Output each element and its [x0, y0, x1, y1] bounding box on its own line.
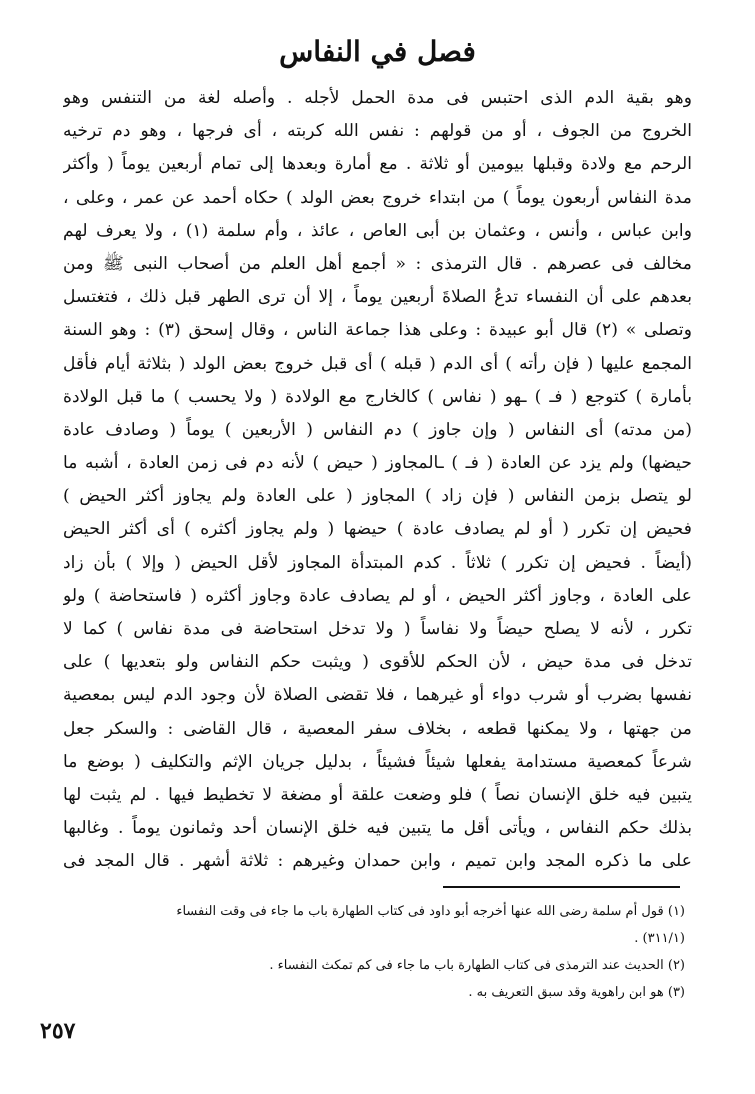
footnotes	[70, 898, 685, 1006]
body-text	[63, 82, 692, 879]
body-line: بعدهم على أن النفساء تدعُ الصلاةَ أربعين يوماً ، إلا أن ترى الطهر قبل ذلك ، فتغتسل	[63, 287, 692, 308]
footnote-separator	[443, 886, 680, 888]
chapter-title: فصل في النفاس	[279, 35, 476, 68]
body-line: بأمارة ) كتوجع ( فـ ) ـهو ( نفاس ) كالخارج مع الولادة ( ولا يحسب ) ما قبل الولادة	[63, 386, 692, 407]
body-line: وتصلى » (٢) قال أبو عبيدة : وعلى هذا جماعة الناس ، وقال إسحق (٣) : وهو السنة	[63, 320, 692, 341]
body-line: نفسها بضرب أو شرب دواء أو غيرهما ، فلا تقضى الصلاة لأن وجود الدم ليس بمعصية	[63, 685, 692, 706]
body-line: حيضها) ولم يزد عن العادة ( فـ ) ـالمجاوز ( حيض ) لأنه دم فى زمن العادة ، أشبه ما	[63, 453, 692, 474]
body-line: فحيض إن تكرر ( أو لم يصادف عادة ) حيضها ( ولم يجاوز أكثره ) أى أكثر الحيض	[63, 519, 692, 540]
body-line: لو يتصل بزمن النفاس ( فإن زاد ) المجاوز ( على العادة ولم يجاوز أكثر الحيض )	[63, 486, 692, 507]
body-line: (أيضاً . فحيض إن تكرر ) ثلاثاً . كدم المبتدأة المجاوز لأقل الحيض ( وإلا ) بأن زاد	[63, 552, 692, 573]
body-line: وابن عباس ، وأنس ، وعثمان بن أبى العاص ، عائذ ، وأم سلمة (١) ، ولا يعرف لهم	[63, 220, 692, 241]
body-line: على ما ذكره المجد وابن تميم ، وابن حمدان وغيرهم : ثلاثة أشهر . قال المجد فى	[63, 851, 692, 872]
body-line: من جهتها ، ولا يمكنها قطعه ، بخلاف سفر المعصية ، قال القاضى : والسكر جعل	[63, 718, 692, 739]
footnote-line: (١) قول أم سلمة رضى الله عنها أخرجه أبو داود فى كتاب الطهارة باب ما جاء فى وقت النفساء	[176, 904, 685, 919]
footnote-line: (٢) الحديث عند الترمذى فى كتاب الطهارة باب ما جاء فى كم تمكث النفساء .	[269, 958, 685, 973]
body-line: تدخل فى مدة حيض ، لأن الحكم للأقوى ( ويثبت حكم النفاس ولو بتعديها ) على	[63, 652, 692, 673]
body-line: تكرر ، لأنه لا يصلح حيضاً ولا نفاساً ( ولا تدخل استحاضة فى مدة نفاس ) كما لا	[63, 619, 692, 639]
body-line: وهو بقية الدم الذى احتبس فى مدة الحمل لأجله . وأصله لغة من التنفس وهو	[63, 88, 692, 108]
body-line: الرحم مع ولادة وقبلها بيومين أو ثلاثة . مع أمارة وبعدها إلى تمام أربعين يوماً ( وأكثر	[63, 154, 692, 175]
body-line: مخالف فى عصرهم . قال الترمذى : « أجمع أهل العلم من أصحاب النبى ﷺ ومن	[63, 253, 692, 274]
page-number: ٢٥٧	[40, 1018, 76, 1044]
body-line: يتبين فيه خلق الإنسان نصاً ) فلو وضعت علقة أو مضغة لا تخطيط فيها . لم يثبت لها	[63, 784, 692, 805]
body-line: على العادة ، وجاوز أكثر الحيض ، أو لم يصادف عادة وجاوز أكثره ( فاستحاضة ) ولو	[63, 585, 692, 606]
body-line: مدة النفاس أربعون يوماً ) من ابتداء خروج بعض الولد ) حكاه أحمد عن عمر ، وعلى ،	[63, 187, 692, 208]
body-line: شرعاً كمعصية مستدامة يفعلها شيئاً فشيئاً ، بدليل جريان الإثم والتكليف ( بوضع ما	[63, 751, 692, 772]
body-line: (من مدته) أى النفاس ( وإن جاوز ) دم النفاس ( الأربعين ) يوماً ( وصادف عادة	[63, 419, 692, 440]
body-line: المجمع عليها ( فإن رأته ) أى الدم ( قبله ) أى قبل خروج بعض الولد ( بثلاثة أيام فأقل	[63, 353, 692, 374]
footnote-line: (٣١١/١) .	[634, 931, 685, 946]
body-line: الخروج من الجوف ، أو من قولهم : نفس الله كربته ، أى فرجها ، وهو دم ترخيه	[63, 121, 692, 142]
body-line: بذلك حكم النفاس ، ويأتى أقل ما يتبين فيه خلق الإنسان أحد وثمانون يوماً . وغالبها	[63, 818, 692, 839]
footnote-line: (٣) هو ابن راهوية وقد سبق التعريف به .	[468, 985, 685, 1000]
